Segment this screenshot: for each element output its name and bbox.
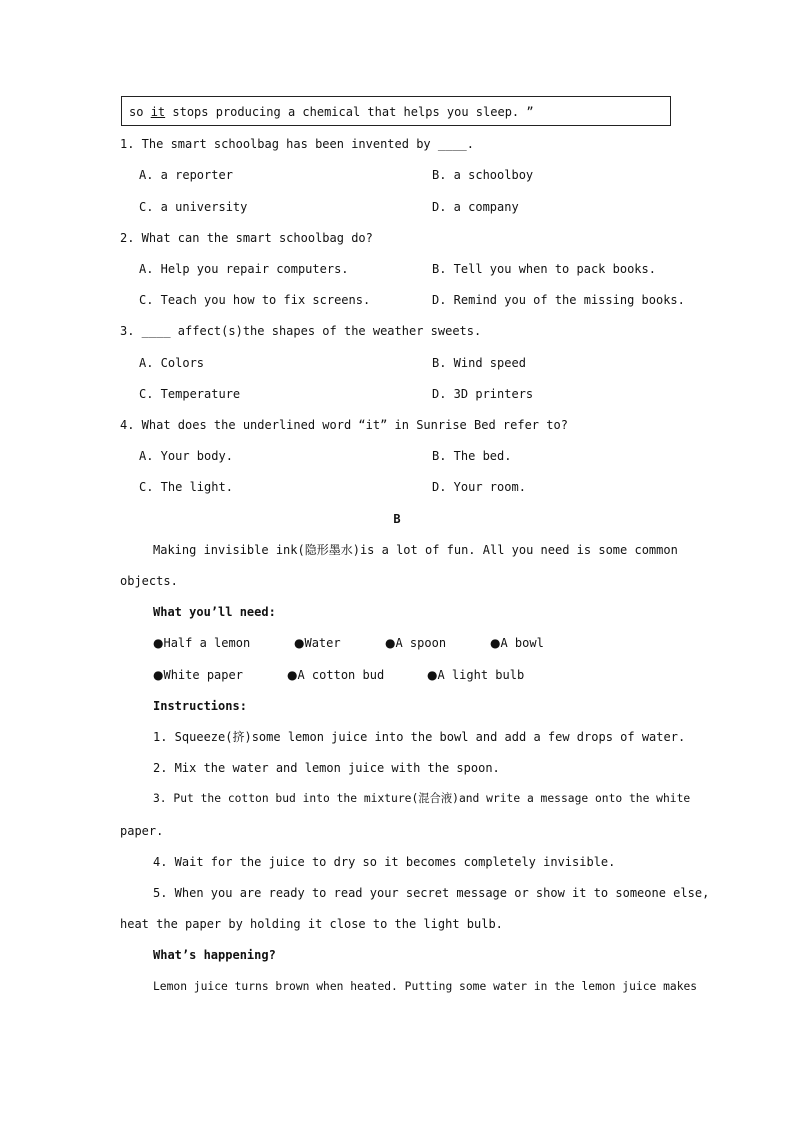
what-you-need-heading: What you’ll need: <box>153 605 276 619</box>
need-item-light-bulb: ●A light bulb <box>427 668 525 682</box>
question-1-stem: 1. The smart schoolbag has been invented by ____. <box>120 137 475 151</box>
bullet-dot-icon: ● <box>385 636 396 650</box>
passage-a-last-line <box>129 104 534 120</box>
need-item-half-a-lemon: ●Half a lemon <box>153 636 251 650</box>
instructions-heading: Instructions: <box>153 699 247 713</box>
passage-a-text-post: stops producing a chemical that helps you sleep. ” <box>165 105 534 119</box>
question-2-option-c: C. Teach you how to fix screens. <box>139 293 371 307</box>
section-b-intro-line-2: objects. <box>120 574 178 588</box>
need-item-water: ●Water <box>294 636 341 650</box>
question-1-option-c: C. a university <box>139 200 248 214</box>
bullet-dot-icon: ● <box>287 668 298 682</box>
question-3-option-b: B. Wind speed <box>432 356 526 370</box>
question-4-option-d: D. Your room. <box>432 480 526 494</box>
bullet-dot-icon: ● <box>294 636 305 650</box>
question-2-option-a: A. Help you repair computers. <box>139 262 349 276</box>
bullet-dot-icon: ● <box>153 636 164 650</box>
need-item-bowl: ●A bowl <box>490 636 544 650</box>
question-1-option-a: A. a reporter <box>139 168 233 182</box>
question-2-option-b: B. Tell you when to pack books. <box>432 262 656 276</box>
whats-happening-heading: What’s happening? <box>153 948 276 962</box>
question-3-option-a: A. Colors <box>139 356 205 370</box>
underlined-word-it: it <box>150 105 166 119</box>
question-4-option-c: C. The light. <box>139 480 233 494</box>
instruction-step-4: 4. Wait for the juice to dry so it becomes completely invisible. <box>153 855 616 869</box>
question-4-option-b: B. The bed. <box>432 449 512 463</box>
bullet-dot-icon: ● <box>427 668 438 682</box>
question-3-option-c: C. Temperature <box>139 387 241 401</box>
need-item-spoon: ●A spoon <box>385 636 447 650</box>
instruction-step-5: 5. When you are ready to read your secret message or show it to someone else, <box>153 886 710 900</box>
instruction-step-5-cont: heat the paper by holding it close to the light bulb. <box>120 917 503 931</box>
instruction-step-3: 3. Put the cotton bud into the mixture(混合液)and write a message onto the white <box>153 792 691 805</box>
instruction-step-2: 2. Mix the water and lemon juice with the spoon. <box>153 761 500 775</box>
instruction-step-1: 1. Squeeze(挤)some lemon juice into the bowl and add a few drops of water. <box>153 730 686 744</box>
bullet-dot-icon: ● <box>490 636 501 650</box>
instruction-step-3-cont: paper. <box>120 824 164 838</box>
section-b-intro-line-1: Making invisible ink(隐形墨水)is a lot of fun. All you need is some common <box>153 543 678 557</box>
need-item-cotton-bud: ●A cotton bud <box>287 668 385 682</box>
whats-happening-line-1: Lemon juice turns brown when heated. Putting some water in the lemon juice makes <box>153 980 698 993</box>
need-item-white-paper: ●White paper <box>153 668 243 682</box>
question-3-option-d: D. 3D printers <box>432 387 534 401</box>
section-b-heading: B <box>393 512 401 526</box>
question-3-stem: 3. ____ affect(s)the shapes of the weather sweets. <box>120 324 482 338</box>
question-1-option-b: B. a schoolboy <box>432 168 534 182</box>
passage-a-text-pre: so <box>129 105 151 119</box>
question-2-stem: 2. What can the smart schoolbag do? <box>120 231 373 245</box>
question-2-option-d: D. Remind you of the missing books. <box>432 293 685 307</box>
question-4-option-a: A. Your body. <box>139 449 233 463</box>
question-1-option-d: D. a company <box>432 200 519 214</box>
question-4-stem: 4. What does the underlined word “it” in Sunrise Bed refer to? <box>120 418 568 432</box>
bullet-dot-icon: ● <box>153 668 164 682</box>
